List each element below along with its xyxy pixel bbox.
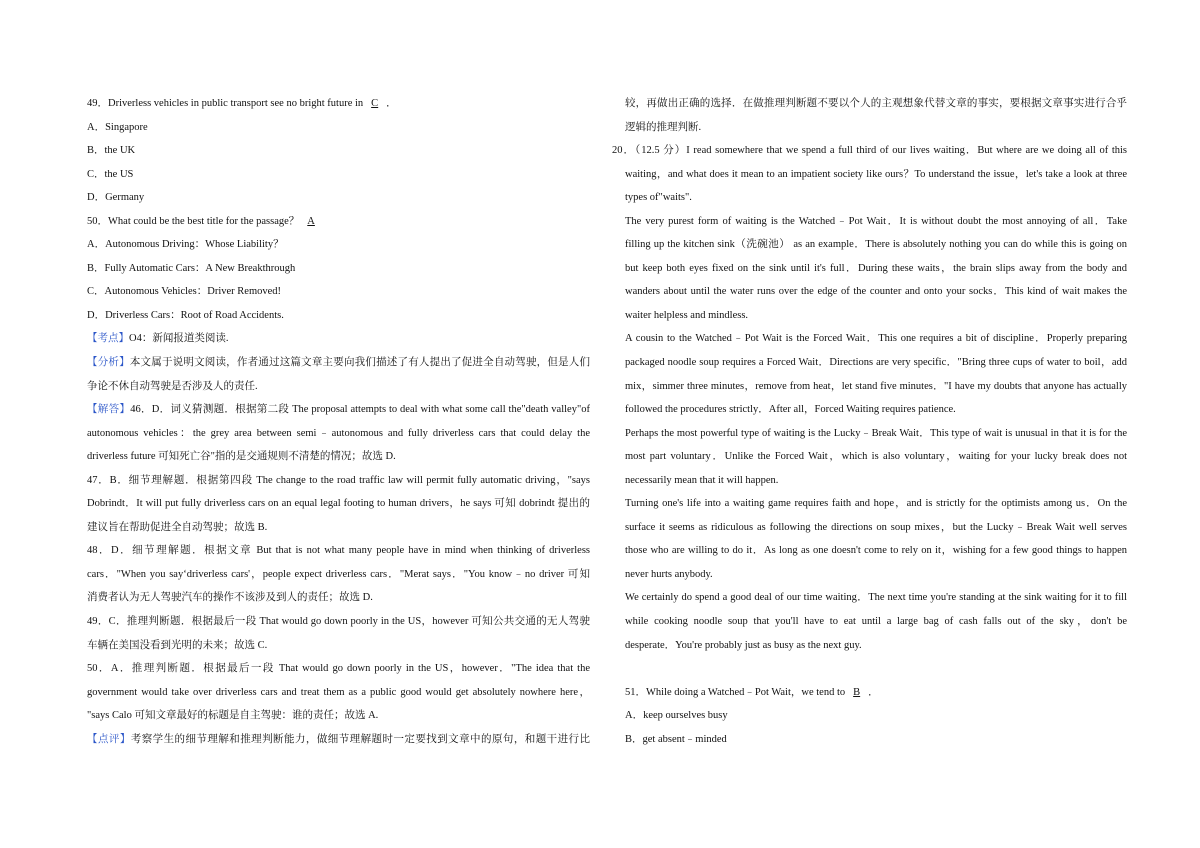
- jieda-line: autonomous vehicles：the grey area between semi﹣autonomous and fully driverless cars that could delay the: [87, 427, 590, 439]
- answer-blank: C: [371, 98, 379, 109]
- kaodian-text: O4：新闻报道类阅读.: [129, 333, 229, 345]
- jieda-line: Dobrindt．It will put fully driverless cars on an equal legal footing to human drivers，he says 可知 dobrindt 提出的: [87, 498, 590, 510]
- jieda-line: 48．D．细节理解题．根据文章 But that is not what many people have in mind when thinking of driverless: [87, 545, 590, 557]
- jieda-line: 车辆在美国没看到光明的未来；故选 C.: [87, 639, 268, 651]
- answer-blank: B: [853, 686, 861, 698]
- question-50-stem: [87, 210, 590, 234]
- passage-line: but keep both eyes fixed on the sink until it's full．During these waits，the brain slips away from the body and: [625, 262, 1127, 274]
- passage-line: filling up the kitchen sink（洗碗池） as an example．There is absolutely nothing you can do while this is going on: [625, 239, 1127, 251]
- jieda-tag: 【解答】: [87, 404, 131, 416]
- question-stem-end: ．: [386, 98, 397, 109]
- option-b: B．Fully Automatic Cars：A New Breakthrough: [87, 262, 296, 274]
- option-d: D．Driverless Cars：Root of Road Accidents.: [87, 309, 284, 321]
- question-stem-text: 51．While doing a Watched﹣Pot Wait，we tend to: [625, 686, 846, 698]
- question-49-stem: [87, 92, 590, 116]
- jieda-line: 50．A．推理判断题．根据最后一段 That would go down poorly in the US，however．"The idea that the: [87, 663, 590, 675]
- right-column: [612, 92, 1127, 751]
- dianping-tag: 【点评】: [87, 733, 131, 745]
- passage-line: wanders about until the water runs over the edge of the counter and onto your socks．This kind of wait makes the: [625, 286, 1127, 298]
- continuation-line: 较，再做出正确的选择．在做推理判断题不要以个人的主观想象代替文章的事实，要根据文章事实进行合乎: [625, 98, 1127, 109]
- passage-line: The very purest form of waiting is the Watched﹣Pot Wait．It is without doubt the most annoying of all．Take: [625, 215, 1127, 227]
- question-51-stem: [612, 681, 1127, 705]
- passage-line: mix，simmer three minutes，remove from heat，let stand five minutes．"I have my doubts that anyone has actually: [625, 380, 1127, 392]
- option-c: C．the US: [87, 168, 134, 180]
- passage-line: those who are willing to do it．As long as one doesn't come to rely on it，wishing for a few good things to happen: [625, 545, 1127, 557]
- question-stem-text: 49．Driverless vehicles in public transport see no bright future in: [87, 98, 364, 109]
- option-c: C．Autonomous Vehicles：Driver Removed!: [87, 286, 282, 298]
- passage-line: followed the procedures strictly．After all，Forced Waiting requires patience.: [625, 404, 956, 416]
- passage-line: A cousin to the Watched﹣Pot Wait is the Forced Wait．This one requires a bit of discipline．Properly preparing: [625, 333, 1127, 345]
- fenxi-tag: 【分析】: [87, 357, 130, 369]
- jieda-line-1: [87, 398, 590, 422]
- passage-line: packaged noodle soup requires a Forced Wait．Directions are very specific．"Bring three cups of water to boil，add: [625, 357, 1127, 369]
- passage-line: Perhaps the most powerful type of waiting is the Lucky﹣Break Wait．This type of wait is unusual in that it is for the: [625, 427, 1127, 439]
- jieda-line: government would take over driverless cars and treat them as a public good would get absolutely nowhere here，: [87, 686, 590, 698]
- passage-line: necessarily mean that it will happen.: [625, 474, 779, 486]
- dianping-text: 考察学生的细节理解和推理判断能力，做细节理解题时一定要找到文章中的原句，和题干进行比: [130, 733, 591, 745]
- spacer: [612, 657, 1127, 681]
- option-a: A．keep ourselves busy: [625, 710, 728, 722]
- passage-line: We certainly do spend a good deal of our time waiting．The next time you're standing at the sink waiting for it to fill: [625, 592, 1127, 604]
- passage-line: desperate．You're probably just as busy as the next guy.: [625, 639, 862, 651]
- jieda-line: 49．C．推理判断题．根据最后一段 That would go down poorly in the US，however 可知公共交通的无人驾驶: [87, 616, 590, 628]
- kaodian-line: [87, 327, 590, 351]
- continuation-line: 逻辑的推理判断.: [625, 121, 702, 133]
- question-20-intro: waiting，and what does it mean to an impatient society like ours？To understand the issue，let's take a look at three: [625, 168, 1127, 180]
- jieda-line: 47．B．细节理解题．根据第四段 The change to the road traffic law will permit fully automatic driving，"says: [87, 474, 590, 486]
- jieda-line: 消费者认为无人驾驶汽车的操作不该涉及到人的责任；故选 D.: [87, 592, 373, 604]
- passage-line: waiter helpless and mindless.: [625, 309, 749, 321]
- option-b: B．the UK: [87, 145, 136, 157]
- answer-blank: A: [307, 215, 315, 227]
- fenxi-text: 本文属于说明文阅读，作者通过这篇文章主要向我们描述了有人提出了促进全自动驾驶，但是人们: [129, 357, 591, 369]
- jieda-line: 建议旨在帮助促进全自动驾驶；故选 B.: [87, 521, 268, 533]
- passage-line: while cooking noodle soup that you'll have to eat until a large bag of cash falls out of the sky，don't be: [625, 616, 1127, 628]
- option-a: A．Singapore: [87, 121, 148, 133]
- fenxi-line-1: [87, 351, 590, 375]
- question-20-intro: 20．（12.5 分）I read somewhere that we spend a full third of our lives waiting．But where are we doing all of this: [612, 145, 1127, 157]
- passage-line: Turning one's life into a waiting game requires faith and hope，and is strictly for the optimists among us．On the: [625, 498, 1127, 510]
- question-stem-end: ．: [868, 686, 879, 698]
- fenxi-line-2: 争论不休自动驾驶是否涉及人的责任.: [87, 380, 258, 392]
- option-d: D．Germany: [87, 192, 145, 204]
- jieda-line: cars．"When you say‘driverless cars'，people expect driverless cars．"Merat says．"You know﹣no driver 可知: [87, 568, 590, 580]
- jieda-line: "says Calo 可知文章最好的标题是自主驾驶：谁的责任；故选 A.: [87, 710, 379, 722]
- question-20-intro: types of"waits".: [625, 192, 692, 204]
- question-stem-text: 50．What could be the best title for the passage？: [87, 215, 300, 227]
- option-a: A．Autonomous Driving：Whose Liability？: [87, 239, 284, 251]
- passage-line: most part voluntary．Unlike the Forced Wait，which is also voluntary，waiting for your lucky break does not: [625, 451, 1127, 463]
- dianping-line: [87, 728, 590, 752]
- passage-line: surface it seems as ridiculous as following the directions on soup mixes，but the Lucky﹣Break Wait well serves: [625, 521, 1127, 533]
- jieda-line: driverless future 可知死亡谷"指的是交通规则不清楚的情况；故选 D.: [87, 451, 396, 463]
- kaodian-tag: 【考点】: [87, 333, 129, 345]
- option-b: B．get absent﹣minded: [625, 733, 727, 745]
- left-column: [87, 92, 590, 751]
- passage-line: never hurts anybody.: [625, 568, 713, 580]
- jieda-text: 46．D．词义猜测题．根据第二段 The proposal attempts to deal with what some call the"death valley"of: [130, 404, 590, 416]
